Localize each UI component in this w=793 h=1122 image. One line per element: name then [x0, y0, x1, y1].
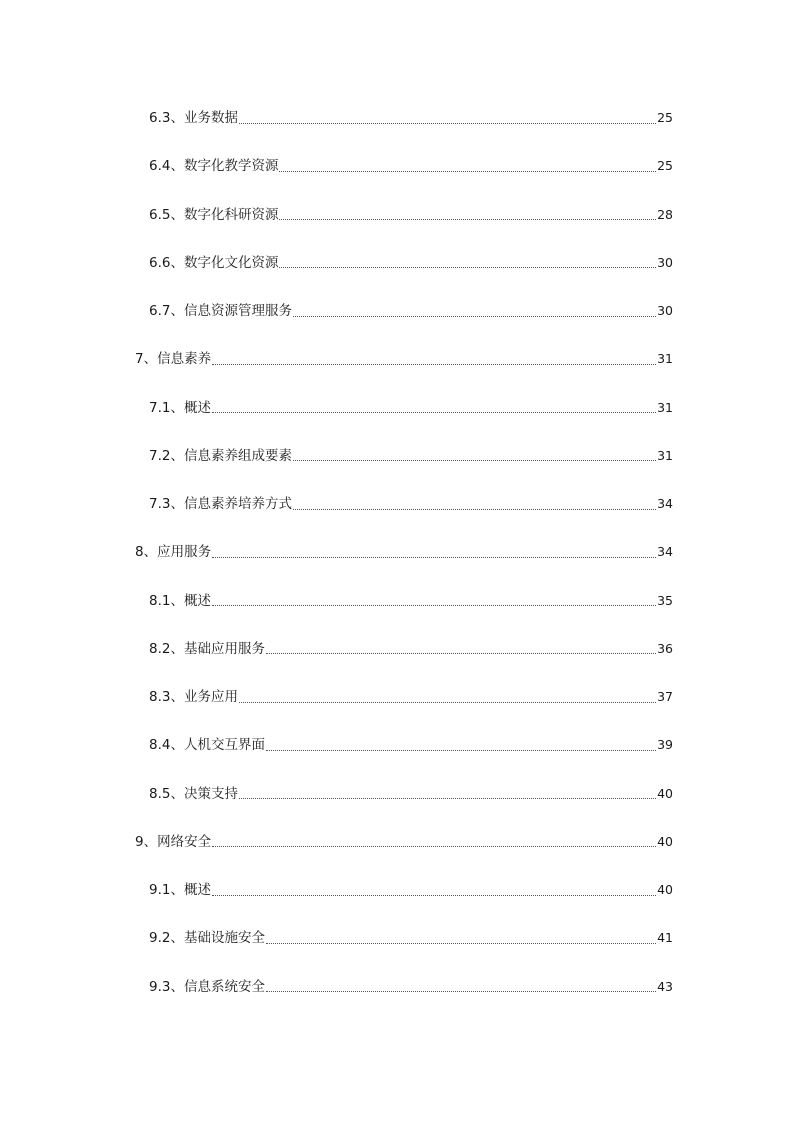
toc-dot-leader [279, 170, 656, 172]
toc-entry-title: 8.4、人机交互界面 [149, 737, 265, 754]
toc-page-number: 31 [657, 399, 673, 415]
toc-page-number: 34 [657, 496, 673, 512]
toc-page-number: 25 [657, 110, 673, 126]
toc-entry-title: 9.3、信息系统安全 [149, 978, 265, 995]
toc-dot-leader [212, 363, 656, 365]
toc-entry[interactable] [0, 480, 793, 528]
toc-dot-leader [212, 845, 656, 847]
toc-dot-leader [279, 218, 656, 220]
toc-entry[interactable] [0, 191, 793, 239]
toc-entry[interactable] [0, 577, 793, 625]
toc-dot-leader [212, 894, 656, 896]
toc-entry-title: 8.5、决策支持 [149, 785, 238, 802]
toc-entry-title: 6.6、数字化文化资源 [149, 254, 279, 271]
toc-entry[interactable] [0, 721, 793, 769]
toc-entry-title: 6.4、数字化教学资源 [149, 158, 279, 175]
toc-dot-leader [293, 315, 656, 317]
toc-entry-title: 8、应用服务 [135, 544, 212, 561]
toc-entry-title: 8.2、基础应用服务 [149, 640, 265, 657]
toc-entry-title: 9.2、基础设施安全 [149, 930, 265, 947]
toc-entry[interactable] [0, 770, 793, 818]
toc-entry-title: 6.5、数字化科研资源 [149, 206, 279, 223]
toc-entry[interactable] [0, 335, 793, 383]
toc-page-number: 31 [657, 351, 673, 367]
toc-entry[interactable] [0, 818, 793, 866]
toc-dot-leader [279, 266, 656, 268]
toc-dot-leader [239, 797, 656, 799]
toc-entry-title: 8.1、概述 [149, 592, 211, 609]
toc-entry-title: 6.3、业务数据 [149, 110, 238, 127]
toc-entry-title: 7.3、信息素养培养方式 [149, 496, 292, 513]
toc-page-number: 36 [657, 640, 673, 656]
toc-entry-title: 6.7、信息资源管理服务 [149, 303, 292, 320]
toc-entry[interactable] [0, 287, 793, 335]
toc-entry[interactable] [0, 528, 793, 576]
toc-page-number: 34 [657, 544, 673, 560]
toc-page-number: 28 [657, 206, 673, 222]
toc-dot-leader [239, 701, 656, 703]
toc-page-number: 40 [657, 833, 673, 849]
toc-entry[interactable] [0, 625, 793, 673]
toc-entry-title: 7.2、信息素养组成要素 [149, 447, 292, 464]
toc-dot-leader [293, 459, 656, 461]
toc-dot-leader [212, 556, 656, 558]
toc-entry[interactable] [0, 142, 793, 190]
toc-page-number: 25 [657, 158, 673, 174]
toc-dot-leader [266, 749, 656, 751]
toc-entry-title: 9、网络安全 [135, 833, 212, 850]
toc-page-number: 31 [657, 447, 673, 463]
toc-entry-title: 7.1、概述 [149, 399, 211, 416]
toc-dot-leader [239, 122, 656, 124]
toc-page-number: 41 [657, 930, 673, 946]
toc-dot-leader [266, 942, 656, 944]
toc-entry[interactable] [0, 384, 793, 432]
toc-entry[interactable] [0, 94, 793, 142]
toc-page-number: 30 [657, 303, 673, 319]
toc-page-number: 37 [657, 689, 673, 705]
toc-entry-title: 8.3、业务应用 [149, 689, 238, 706]
toc-entry[interactable] [0, 963, 793, 1011]
toc-page-number: 30 [657, 254, 673, 270]
toc-dot-leader [266, 652, 656, 654]
toc-entry[interactable] [0, 914, 793, 962]
toc-dot-leader [212, 411, 656, 413]
toc-page-number: 39 [657, 737, 673, 753]
toc-entry[interactable] [0, 866, 793, 914]
toc-page-number: 40 [657, 882, 673, 898]
toc-dot-leader [293, 508, 656, 510]
toc-page-number: 40 [657, 785, 673, 801]
toc-dot-leader [266, 990, 656, 992]
toc-dot-leader [212, 604, 656, 606]
toc-entry-title: 7、信息素养 [135, 351, 212, 368]
table-of-contents [0, 94, 793, 1011]
toc-entry[interactable] [0, 239, 793, 287]
toc-page-number: 35 [657, 592, 673, 608]
toc-entry[interactable] [0, 432, 793, 480]
toc-entry-title: 9.1、概述 [149, 882, 211, 899]
toc-entry[interactable] [0, 673, 793, 721]
toc-page-number: 43 [657, 978, 673, 994]
